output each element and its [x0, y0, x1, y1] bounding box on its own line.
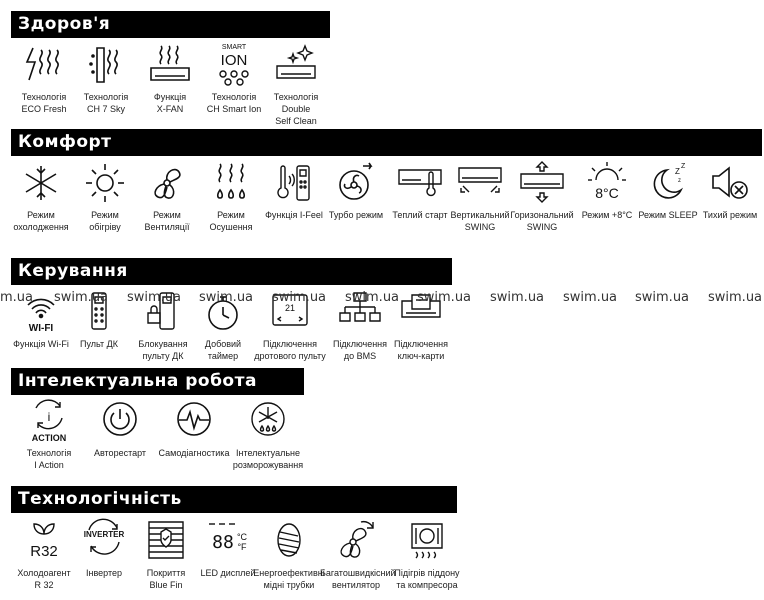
fan-icon — [144, 160, 190, 206]
feature-auto-restart — [84, 398, 156, 459]
turbo-icon — [333, 160, 379, 206]
copper-tubes-icon — [266, 518, 312, 564]
feature-label: Багатошвидкісний вентилятор — [320, 568, 396, 590]
snowflake-icon — [18, 160, 64, 206]
feature-label: Режим +8°C — [581, 210, 633, 220]
feature-x-fan — [134, 42, 206, 115]
feature-label: Холодоагент R 32 — [17, 568, 71, 590]
feature-copper-tubes — [253, 518, 325, 591]
feature-label: Блокування пульту ДК — [138, 339, 188, 361]
svg-text:°C: °C — [236, 532, 248, 542]
self-diagnostics-icon — [171, 398, 217, 444]
key-card-icon — [398, 289, 444, 335]
feature-label: Функція I-Feel — [265, 210, 323, 220]
feature-label: Вертикальний SWING — [450, 210, 510, 232]
feature-heater — [391, 518, 463, 591]
auto-restart-icon — [97, 398, 143, 444]
sleep-icon — [645, 160, 691, 206]
svg-text:WI-FI: WI-FI — [28, 323, 54, 334]
feature-label: Тихий режим — [702, 210, 758, 220]
feature-label: Підігрів піддону та компресора — [394, 568, 460, 590]
svg-text:SMART: SMART — [221, 44, 247, 51]
i-feel-icon — [271, 160, 317, 206]
blue-fin-icon — [143, 518, 189, 564]
feature-turbo — [320, 160, 392, 221]
smart-ion-icon — [211, 42, 257, 88]
feature-label: Енергоефективні мідні трубки — [253, 568, 325, 590]
feature-label: Технологія I Action — [26, 448, 72, 470]
feature-label: Режим Осушення — [209, 210, 253, 232]
feature-label: Підключення до BMS — [332, 339, 388, 361]
feature-drying — [195, 160, 267, 233]
feature-label: Добовий таймер — [204, 339, 242, 361]
svg-text:Z: Z — [681, 163, 686, 170]
feature-label: Режим обігріву — [89, 210, 121, 232]
feature-label: Покриття Blue Fin — [146, 568, 186, 590]
watermark-text: swim.ua — [635, 290, 690, 305]
drops-icon — [208, 160, 254, 206]
feature-label: Горизональний SWING — [510, 210, 574, 232]
feature-label: Режим Вентиляції — [144, 210, 190, 232]
watermark-text: swim.ua — [127, 290, 182, 305]
eco-fresh-icon — [21, 42, 67, 88]
feature-ch-7-sky — [70, 42, 142, 115]
feature-remote — [63, 289, 135, 350]
feature-double-self-clean — [260, 42, 332, 127]
remote-lock-icon — [140, 289, 186, 335]
svg-text:z: z — [678, 178, 681, 184]
bms-icon — [337, 289, 383, 335]
feature-label: Авторестарт — [93, 448, 147, 458]
horizontal-swing-icon — [519, 160, 565, 206]
ch-7-sky-icon — [83, 42, 129, 88]
timer-icon — [200, 289, 246, 335]
svg-text:i: i — [47, 410, 51, 424]
feature-label: Режим охолодження — [13, 210, 69, 232]
multi-speed-fan-icon — [333, 518, 379, 564]
wifi-icon — [18, 289, 64, 335]
svg-text:ACTION: ACTION — [31, 433, 67, 443]
section-title-comfort: Комфорт — [11, 129, 762, 156]
sun-icon — [82, 160, 128, 206]
double-self-clean-icon — [273, 42, 319, 88]
section-title-control: Керування — [11, 258, 452, 285]
feature-label: Технологія Double Self Clean — [273, 92, 319, 126]
watermark-text: swim.ua — [563, 290, 618, 305]
feature-label: Підключення дротового пульту — [254, 339, 326, 361]
feature-label: Підключення ключ-карти — [393, 339, 449, 361]
remote-icon — [76, 289, 122, 335]
feature-ventilation — [131, 160, 203, 233]
feature-label: LED дисплей — [200, 568, 256, 578]
feature-self-diagnostics — [158, 398, 230, 459]
feature-label: Турбо режим — [328, 210, 384, 220]
feature-key-card — [385, 289, 457, 362]
feature-quiet — [694, 160, 764, 221]
feature-label: Пульт ДК — [80, 339, 118, 349]
feature-label: Функція Wi-Fi — [13, 339, 69, 349]
watermark-text: swim.ua — [199, 290, 254, 305]
r32-icon — [21, 518, 67, 564]
feature-label: Технологія ECO Fresh — [21, 92, 67, 114]
feature-i-action — [13, 398, 85, 471]
feature-label: Інтелектуальне розморожування — [232, 448, 304, 470]
watermark-text: swim.ua — [54, 290, 109, 305]
feature-label: Функція X-FAN — [153, 92, 187, 114]
svg-text:8°C: 8°C — [595, 185, 619, 201]
wired-remote-icon — [267, 289, 313, 335]
svg-text:°F: °F — [237, 542, 247, 552]
section-title-technology: Технологічність — [11, 486, 457, 513]
feature-label: Теплий старт — [392, 210, 448, 220]
feature-cooling — [5, 160, 77, 233]
vertical-swing-icon — [457, 160, 503, 206]
watermark-text: swim.ua — [417, 290, 472, 305]
quiet-mode-icon — [707, 160, 753, 206]
section-title-intelligent: Інтелектуальна робота — [11, 368, 304, 395]
feature-label: Режим SLEEP — [638, 210, 698, 220]
section-title-health: Здоров'я — [11, 11, 330, 38]
led-display-icon — [205, 518, 251, 564]
watermark-text: swim.ua — [708, 290, 763, 305]
feature-horizontal-swing — [506, 160, 578, 233]
feature-timer — [187, 289, 259, 362]
svg-text:INVERTER: INVERTER — [83, 530, 125, 539]
x-fan-icon — [147, 42, 193, 88]
watermark-text: swim.ua — [345, 290, 400, 305]
feature-label: Самодіагностика — [158, 448, 230, 458]
heater-icon — [404, 518, 450, 564]
svg-text:21: 21 — [284, 303, 296, 313]
feature-smart-defrost — [232, 398, 304, 471]
watermark-text: swim.ua — [490, 290, 545, 305]
watermark-text: swim.ua — [272, 290, 327, 305]
warm-start-icon — [397, 160, 443, 206]
svg-text:Z: Z — [675, 167, 680, 176]
i-action-icon — [26, 398, 72, 444]
plus-8-icon — [584, 160, 630, 206]
feature-label: Технологія CH 7 Sky — [83, 92, 129, 114]
feature-label: Інвертер — [86, 568, 122, 578]
feature-multi-speed-fan — [320, 518, 396, 591]
feature-label: Технологія CH Smart Ion — [206, 92, 262, 114]
svg-text:88: 88 — [212, 532, 234, 553]
svg-text:R32: R32 — [30, 543, 58, 560]
inverter-icon — [81, 518, 127, 564]
feature-wired-remote — [254, 289, 326, 362]
svg-text:ION: ION — [220, 52, 248, 69]
smart-defrost-icon — [245, 398, 291, 444]
watermark-text: m.ua — [0, 290, 34, 305]
